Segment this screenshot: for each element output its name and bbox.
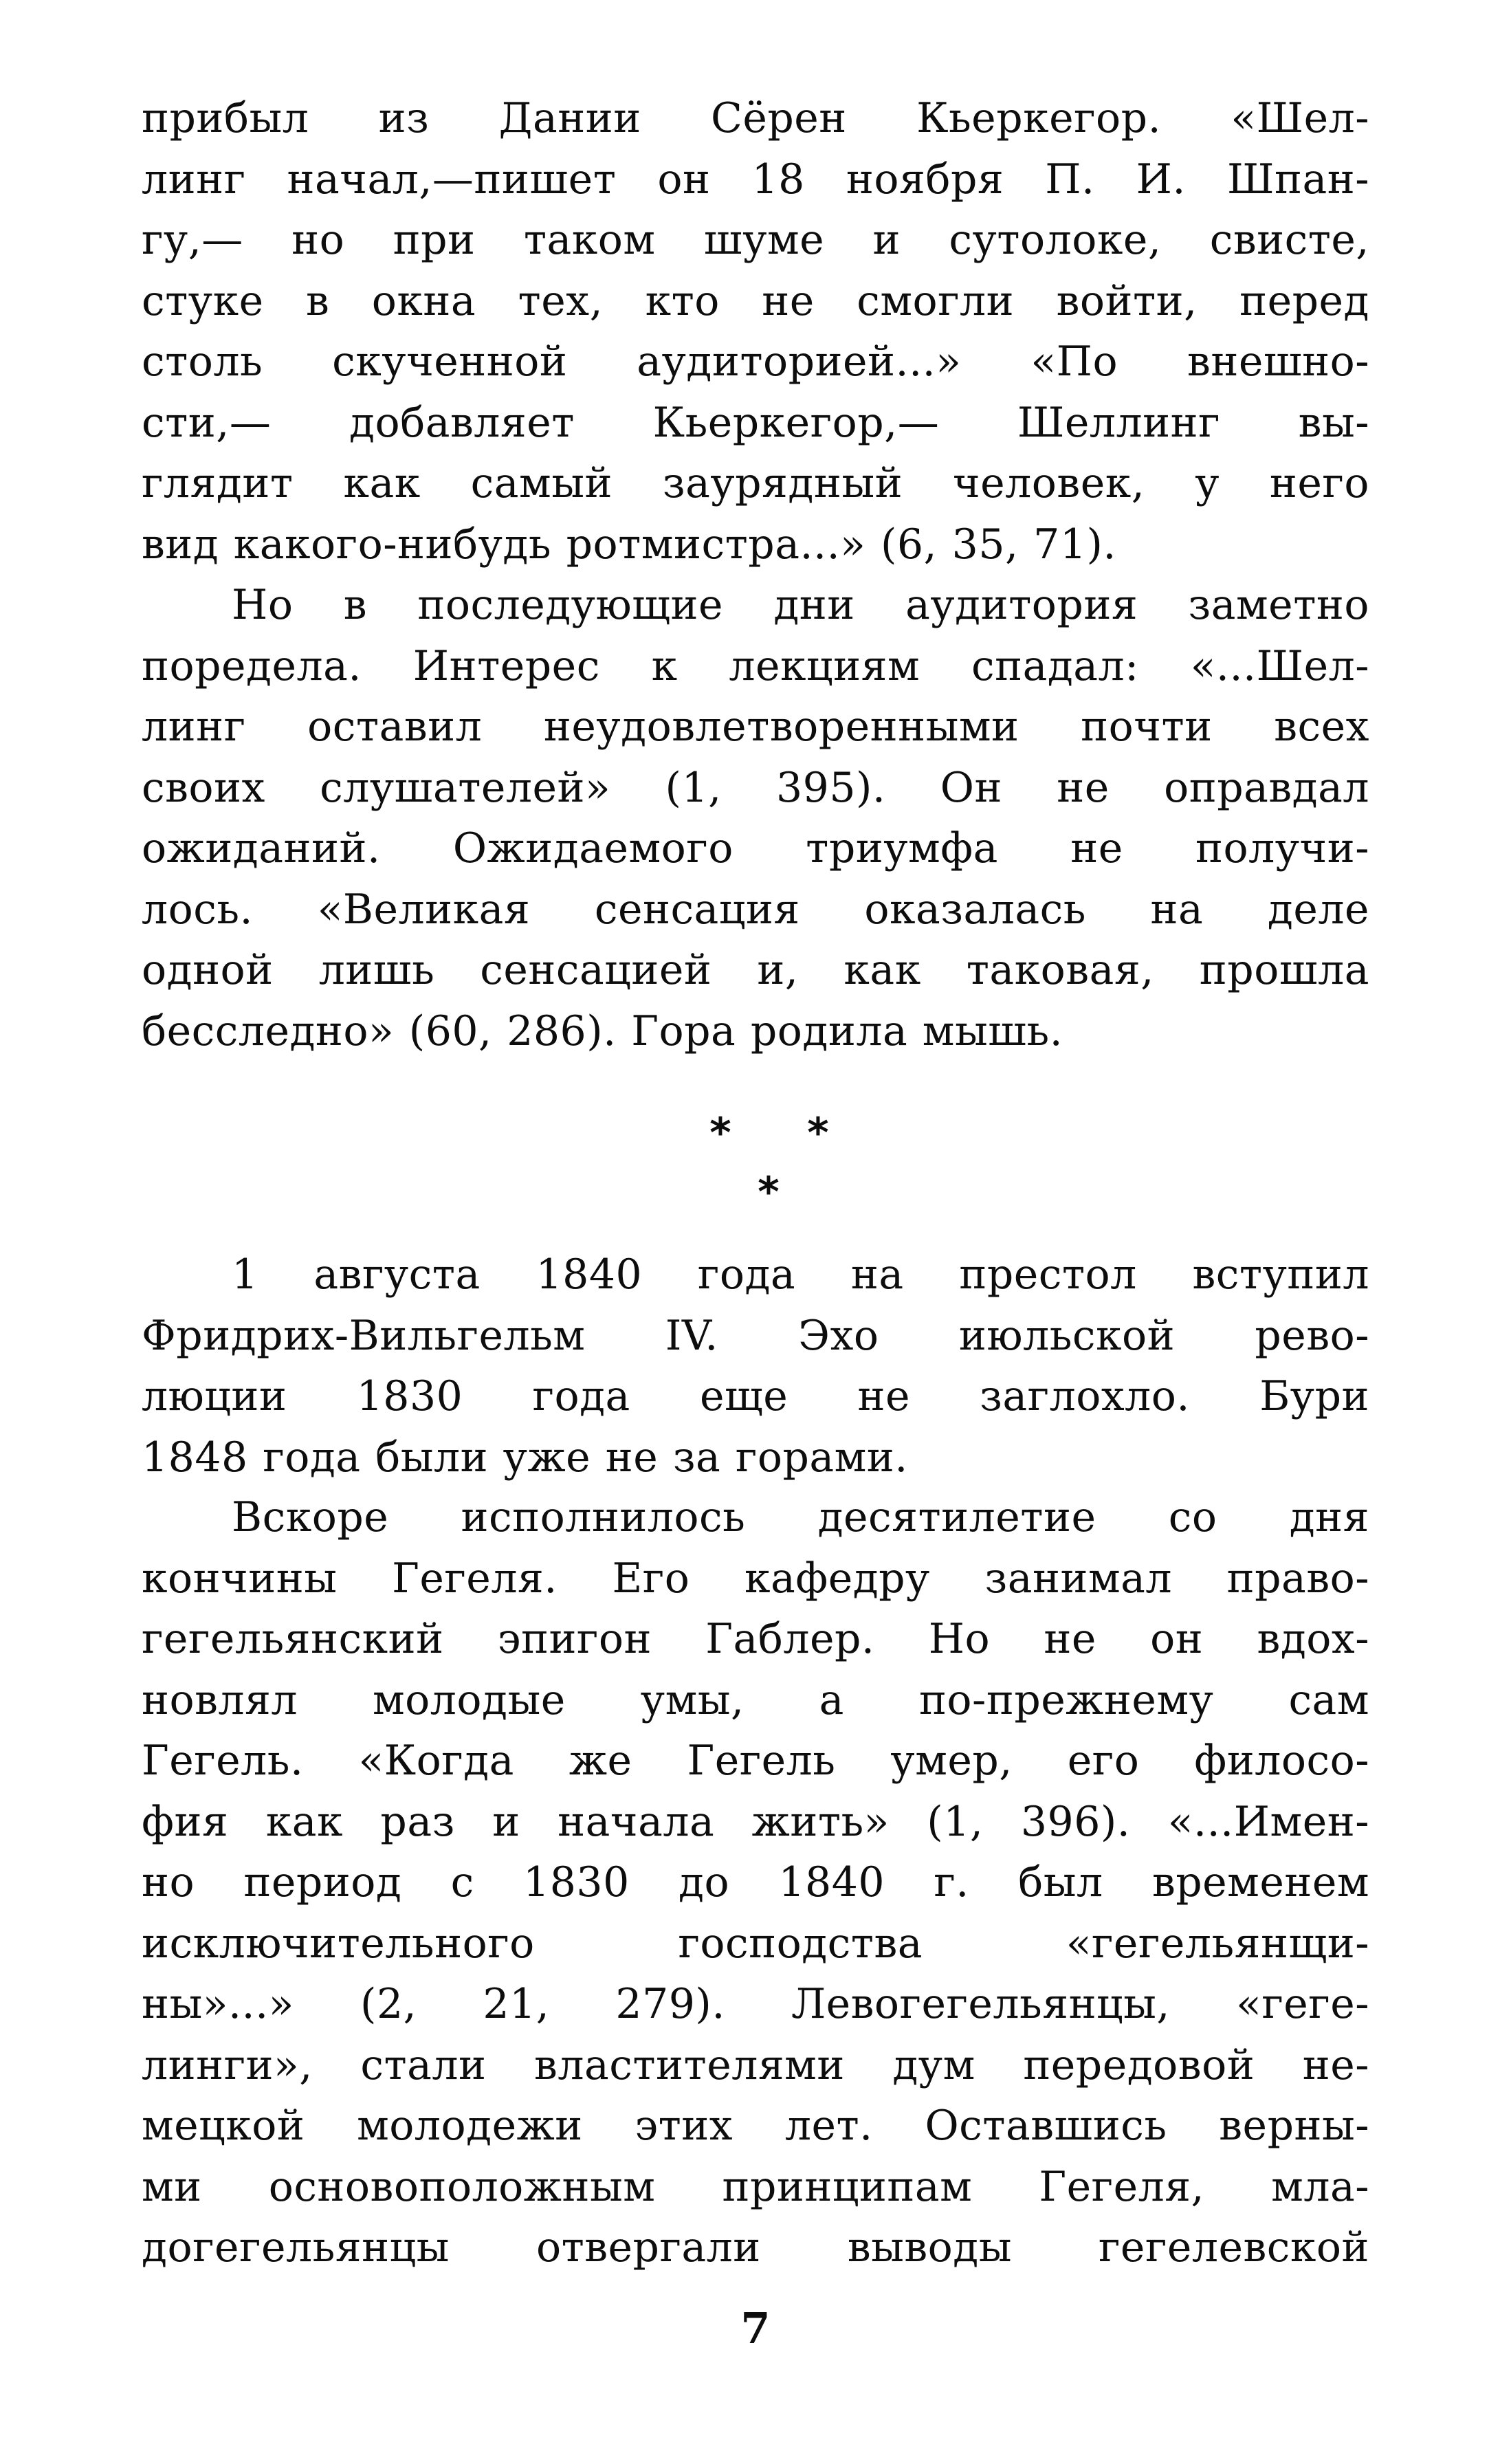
text-line: кончины Гегеля. Его кафедру занимал право- [142, 1554, 1369, 1603]
text-line: своих слушателей» (1, 395). Он не оправдал [142, 763, 1369, 812]
text-line: вид какого-нибудь ротмистра...» (6, 35, 71). [142, 520, 1117, 569]
text-line: поредела. Интерес к лекциям спадал: «...Шел- [142, 641, 1369, 690]
text-line: ми основоположным принципам Гегеля, мла- [142, 2162, 1369, 2211]
text-line: гу,— но при таком шуме и сутолоке, свисте, [142, 216, 1369, 264]
text-line: Вскоре исполнилось десятилетие со дня [232, 1493, 1369, 1541]
text-line: сти,— добавляет Кьеркегор,— Шеллинг вы- [142, 398, 1369, 447]
asterisk: * [807, 1109, 829, 1157]
paragraph-1 [142, 88, 1369, 575]
text-line: но период с 1830 до 1840 г. был временем [142, 1858, 1369, 1906]
text-line: фия как раз и начала жить» (1, 396). «...Имен- [142, 1797, 1369, 1846]
text-line: одной лишь сенсацией и, как таковая, прошла [142, 946, 1369, 994]
text-line: Гегель. «Когда же Гегель умер, его филосо- [142, 1737, 1369, 1785]
text-line: бесследно» (60, 286). Гора родила мышь. [142, 1006, 1063, 1055]
text-line: линги», стали властителями дум передовой не- [142, 2040, 1369, 2089]
text-line: 1848 года были уже не за горами. [142, 1433, 908, 1482]
text-line: линг оставил неудовлетворенными почти всех [142, 703, 1369, 751]
asterisk: * [758, 1168, 780, 1216]
text-line: линг начал,—пишет он 18 ноября П. И. Шпан- [142, 155, 1369, 204]
paragraph-2 [142, 575, 1369, 1062]
text-line: столь скученной аудиторией...» «По внешно- [142, 338, 1369, 386]
text-line: гегельянский эпигон Габлер. Но не он вдох- [142, 1615, 1369, 1663]
text-line: ны»...» (2, 21, 279). Левогегельянцы, «геге- [142, 1980, 1369, 2028]
paragraph-3 [142, 1244, 1369, 1488]
text-line: Но в последующие дни аудитория заметно [232, 581, 1369, 629]
text-line: люции 1830 года еще не заглохло. Бури [142, 1372, 1369, 1420]
asterisk: * [709, 1109, 731, 1157]
text-line: лось. «Великая сенсация оказалась на деле [142, 885, 1369, 934]
text-line: стуке в окна тех, кто не смогли войти, перед [142, 276, 1369, 325]
text-line: исключительного господства «гегельянщи- [142, 1919, 1369, 1968]
paragraph-4 [142, 1487, 1369, 2278]
text-line: прибыл из Дании Сёрен Кьеркегор. «Шел- [142, 94, 1369, 142]
text-line: 1 августа 1840 года на престол вступил [232, 1251, 1369, 1299]
page-number: 7 [740, 2303, 771, 2353]
text-line: ожиданий. Ожидаемого триумфа не получи- [142, 824, 1369, 872]
text-line: догегельянцы отвергали выводы гегелевской [142, 2223, 1369, 2272]
text-line: Фридрих-Вильгельм IV. Эхо июльской рево- [142, 1311, 1369, 1360]
text-line: новлял молодые умы, а по-прежнему сам [142, 1675, 1369, 1724]
text-line: глядит как самый заурядный человек, у него [142, 459, 1369, 507]
text-line: мецкой молодежи этих лет. Оставшись верны- [142, 2102, 1369, 2150]
